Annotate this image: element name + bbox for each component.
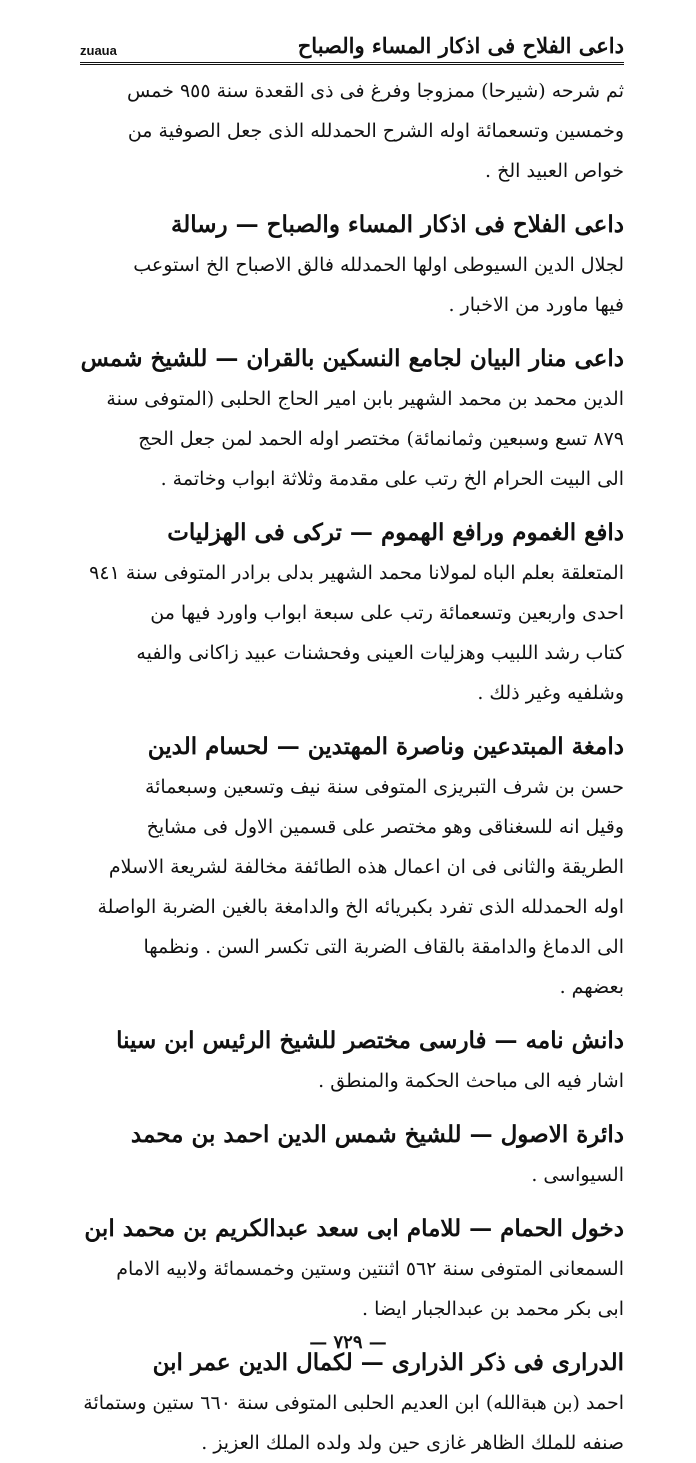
entry-title: دخول الحمام — للامام ابى سعد عبدالكريم بن محمد ابن [84, 1215, 624, 1242]
entry-title: داعى منار البيان لجامع النسكين بالقران — للشيخ شمس [80, 345, 624, 372]
text-line: الدين محمد بن محمد الشهير بابن امير الحاج الحلبى (المتوفى سنة [106, 388, 624, 410]
text-line: صنفه للملك الظاهر غازى حين ولد ولده الملك العزيز . [201, 1432, 624, 1454]
text-line: السيواسى . [531, 1164, 624, 1186]
page-number: — ٧٢٩ — [309, 1332, 387, 1353]
entry-title: دامغة المبتدعين وناصرة المهتدين — لحسام الدين [147, 733, 624, 760]
entry-title: داعى الفلاح فى اذكار المساء والصباح — رسالة [170, 211, 624, 238]
entry-title: دائرة الاصول — للشيخ شمس الدين احمد بن محمد [130, 1121, 624, 1148]
text-line: فيها ماورد من الاخبار . [448, 294, 624, 316]
text-line: الطريقة والثانى فى ان اعمال هذه الطائفة مخالفة لشريعة الاسلام [108, 856, 624, 878]
entry-title: دافع الغموم ورافع الهموم — تركى فى الهزليات [167, 519, 624, 546]
running-header [80, 22, 624, 65]
entry [80, 1209, 624, 1329]
text-line: الى الدماغ والدامقة بالقاف الضربة التى تكسر السن . ونظمها [143, 936, 624, 958]
text-line: السمعانى المتوفى سنة ٥٦٢ اثنتين وستين وخمسمائة ولابيه الامام [116, 1258, 624, 1280]
entry [80, 71, 624, 191]
entry [80, 727, 624, 1007]
text-line: حسن بن شرف التبريزى المتوفى سنة نيف وتسعين وسبعمائة [144, 776, 624, 798]
text-line: احمد (بن هبةالله) ابن العديم الحلبى المتوفى سنة ٦٦٠ ستين وستمائة [83, 1392, 624, 1414]
entry-title: دانش نامه — فارسى مختصر للشيخ الرئيس ابن سينا [116, 1027, 624, 1054]
text-line: بعضهم . [559, 976, 624, 998]
entry [80, 205, 624, 325]
entry [80, 1021, 624, 1101]
entry [80, 1343, 624, 1463]
text-line: خواص العبيد الخ . [485, 160, 624, 182]
text-line: وقيل انه للسغناقى وهو مختصر على قسمين الاول فى مشايخ [146, 816, 624, 838]
entry [80, 1115, 624, 1195]
running-title: داعى الفلاح فى اذكار المساء والصباح [297, 33, 624, 58]
text-line: كتاب رشد اللبيب وهزليات العينى وفحشنات عبيد زاكانى والفيه [136, 642, 624, 664]
text-line: ٨٧٩ تسع وسبعين وثمانمائة) مختصر اوله الحمد لمن جعل الحج [138, 428, 624, 450]
text-line: اوله الحمدلله الذى تفرد بكبريائه الخ والدامغة بالغين الضربة الواصلة [97, 896, 624, 918]
header-code: zuaua [80, 43, 117, 58]
text-line: وخمسين وتسعمائة اوله الشرح الحمدلله الذى جعل الصوفية من [127, 120, 624, 142]
entry [80, 339, 624, 499]
text-line: وشلفيه وغير ذلك . [477, 682, 624, 704]
text-line: الى البيت الحرام الخ رتب على مقدمة وثلاثة ابواب وخاتمة . [160, 468, 624, 490]
text-line: ابى بكر محمد بن عبدالجبار ايضا . [361, 1298, 624, 1320]
text-line: اشار فيه الى مباحث الحكمة والمنطق . [318, 1070, 624, 1092]
text-line: المتعلقة بعلم الباه لمولانا محمد الشهير بدلى برادر المتوفى سنة ٩٤١ [89, 562, 624, 584]
text-line: احدى واربعين وتسعمائة رتب على سبعة ابواب واورد فيها من [150, 602, 624, 624]
text-line: لجلال الدين السيوطى اولها الحمدلله فالق الاصباح الخ استوعب [133, 254, 624, 276]
entry-title: الدرارى فى ذكر الذرارى — لكمال الدين عمر ابن [152, 1349, 624, 1376]
text-line: ثم شرحه (شيرحا) ممزوجا وفرغ فى ذى القعدة سنة ٩٥٥ خمس [126, 80, 624, 102]
entries-body [80, 71, 624, 1463]
entry [80, 513, 624, 713]
